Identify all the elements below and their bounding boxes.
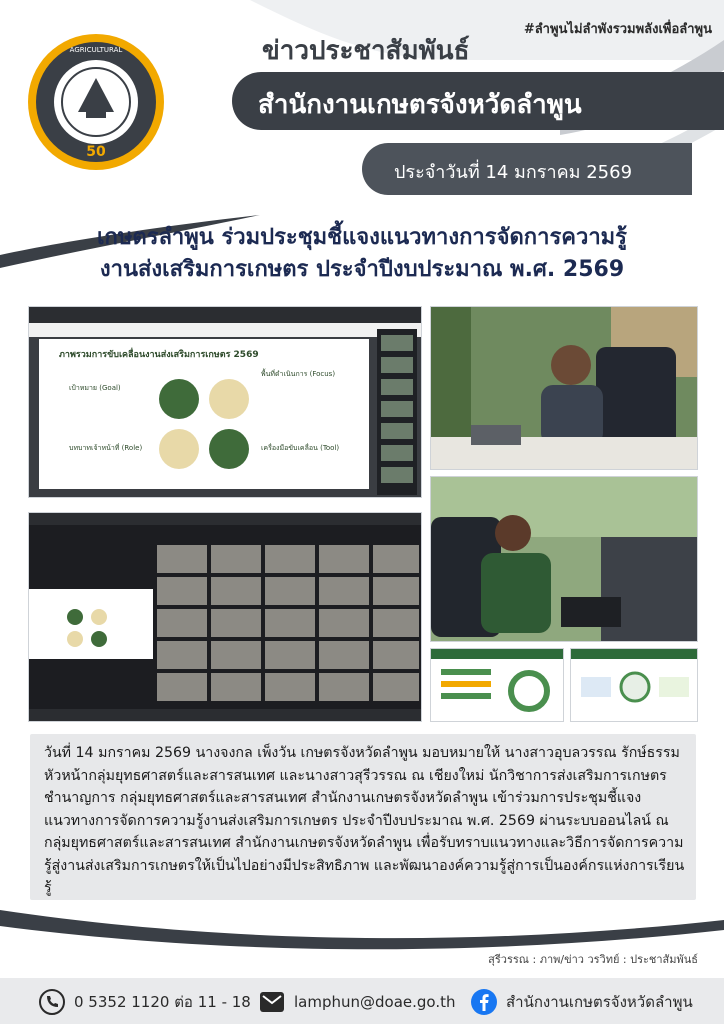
- date-text: ประจำวันที่ 14 มกราคม 2569: [394, 162, 633, 183]
- headline-line-2: งานส่งเสริมการเกษตร ประจำปีงบประมาณ พ.ศ. 2569: [99, 257, 625, 282]
- headline-line-1: เกษตรลำพูน ร่วมประชุมชี้แจงแนวทางการจัดการความรู้: [97, 225, 627, 250]
- svg-text:AGRICULTURAL: AGRICULTURAL: [69, 46, 123, 54]
- slide-tool: เครื่องมือขับเคลื่อน (Tool): [261, 444, 340, 452]
- facebook-contact[interactable]: [470, 988, 693, 1016]
- news-label: ข่าวประชาสัมพันธ์: [262, 36, 470, 66]
- email-contact[interactable]: [258, 988, 456, 1016]
- department-logo: [26, 32, 166, 172]
- phone-number: 0 5352 1120 ต่อ 11 - 18: [74, 993, 251, 1011]
- svg-text:50: 50: [86, 144, 106, 160]
- facebook-icon: [470, 988, 498, 1016]
- meeting-slide-screen: [29, 307, 422, 498]
- slide-role: บทบาทเจ้าหน้าที่ (Role): [69, 444, 143, 452]
- email-address: lamphun@doae.go.th: [294, 993, 456, 1011]
- photo-slide-1: [430, 648, 564, 722]
- facebook-page: สำนักงานเกษตรจังหวัดลำพูน: [506, 993, 693, 1011]
- footer-swoosh: [0, 900, 724, 980]
- photo-online-meeting-gallery: [28, 512, 422, 722]
- slide-title: ภาพรวมการขับเคลื่อนงานส่งเสริมการเกษตร 2569: [59, 350, 259, 360]
- news-body: วันที่ 14 มกราคม 2569 นางจงกล เพ็งวัน เกษตรจังหวัดลำพูน มอบหมายให้ นางสาวอุบลวรรณ รักษ์ธรรม หัวหน้ากลุ่มยุทธศาสตร์และสารสนเทศ และนางสาวสุรีวรรณ ณ เชียงใหม่ นักวิชาการส่งเสริมการเกษตรชำนาญการ กลุ่มยุทธศาสตร์และสารสนเทศ สำนักงานเกษตรจังหวัดลำพูน เข้าร่วมการประชุมชี้แจงแนวทางการจัดการความรู้งานส่งเสริมการเกษตร ประจำปีงบประมาณ พ.ศ. 2569 ผ่านระบบออนไลน์ ณ กลุ่มยุทธศาสตร์และสารสนเทศ สำนักงานเกษตรจังหวัดลำพูน เพื่อรับทราบแนวทางและวิธีการจัดการความรู้สู่งานส่งเสริมการเกษตรให้เป็นไปอย่างมีประสิทธิภาพ และพัฒนาองค์ความรู้สู่การเป็นองค์กรแห่งการเรียนรู้: [44, 745, 685, 896]
- photo-officer-desk-2: [430, 476, 698, 642]
- headline: [0, 222, 724, 286]
- hashtag: #ลำพูนไม่ลำพังรวมพลังเพื่อลำพูน: [523, 22, 712, 37]
- photo-officer-desk-1: [430, 306, 698, 470]
- credit-line: สุรีวรรณ : ภาพ/ข่าว วรวิทย์ : ประชาสัมพันธ์: [488, 953, 698, 966]
- slide-focus: พื้นที่ดำเนินการ (Focus): [261, 370, 336, 378]
- phone-contact[interactable]: [38, 988, 251, 1016]
- photo-slide-2: [570, 648, 698, 722]
- photo-online-meeting-slide: [28, 306, 422, 498]
- phone-icon: [38, 988, 66, 1016]
- email-icon: [258, 988, 286, 1016]
- slide-goal: เป้าหมาย (Goal): [69, 384, 121, 392]
- office-name: สำนักงานเกษตรจังหวัดลำพูน: [258, 90, 582, 120]
